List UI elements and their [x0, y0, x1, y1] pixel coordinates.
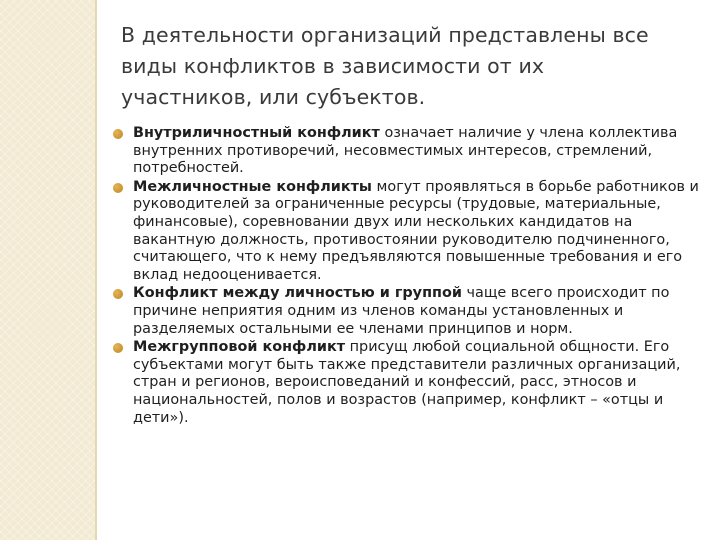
list-item — [113, 179, 703, 285]
list-item — [113, 285, 703, 338]
slide-title: В деятельности организаций представлены все виды конфликтов в зависимости от их участников, или субъектов. — [121, 23, 649, 109]
bullet-icon — [113, 289, 123, 299]
list-item-term: Конфликт между личностью и группой — [133, 285, 462, 302]
list-item — [113, 125, 703, 178]
list-item-text: присущ любой социальной общности. Его субъектами могут быть также представители различных организаций, стран и регионов, вероисповеданий и конфессий, расс, этносов и национальностей, полов и возрастов (например, конфликт – «отцы и дети»). — [133, 339, 681, 426]
list-item-term: Межгрупповой конфликт — [133, 339, 346, 356]
list-item-text: чаще всего происходит по причине неприятия одним из членов команды установленных и разделяемых остальными ее членами принципов и норм. — [133, 285, 670, 337]
list-item-text: означает наличие у члена коллектива внутренних противоречий, несовместимых интересов, стремлений, потребностей. — [133, 125, 678, 177]
list-item-text: могут проявляться в борьбе работников и руководителей за ограниченные ресурсы (трудовые, материальные, финансовые), соревновании двух или нескольких кандидатов на вакантную должность, противостоянии руководителю подчиненного, считающего, что к нему предъявляются повышенные требования и его вклад недооценивается. — [133, 178, 699, 283]
bullet-icon — [113, 129, 123, 139]
list-item-term: Межличностные конфликты — [133, 178, 372, 195]
bullet-list — [113, 125, 703, 428]
list-item — [113, 339, 703, 427]
decorative-left-band — [0, 0, 95, 540]
bullet-icon — [113, 183, 123, 193]
bullet-icon — [113, 343, 123, 353]
list-item-term: Внутриличностный конфликт — [133, 125, 380, 141]
decorative-divider — [95, 0, 97, 540]
